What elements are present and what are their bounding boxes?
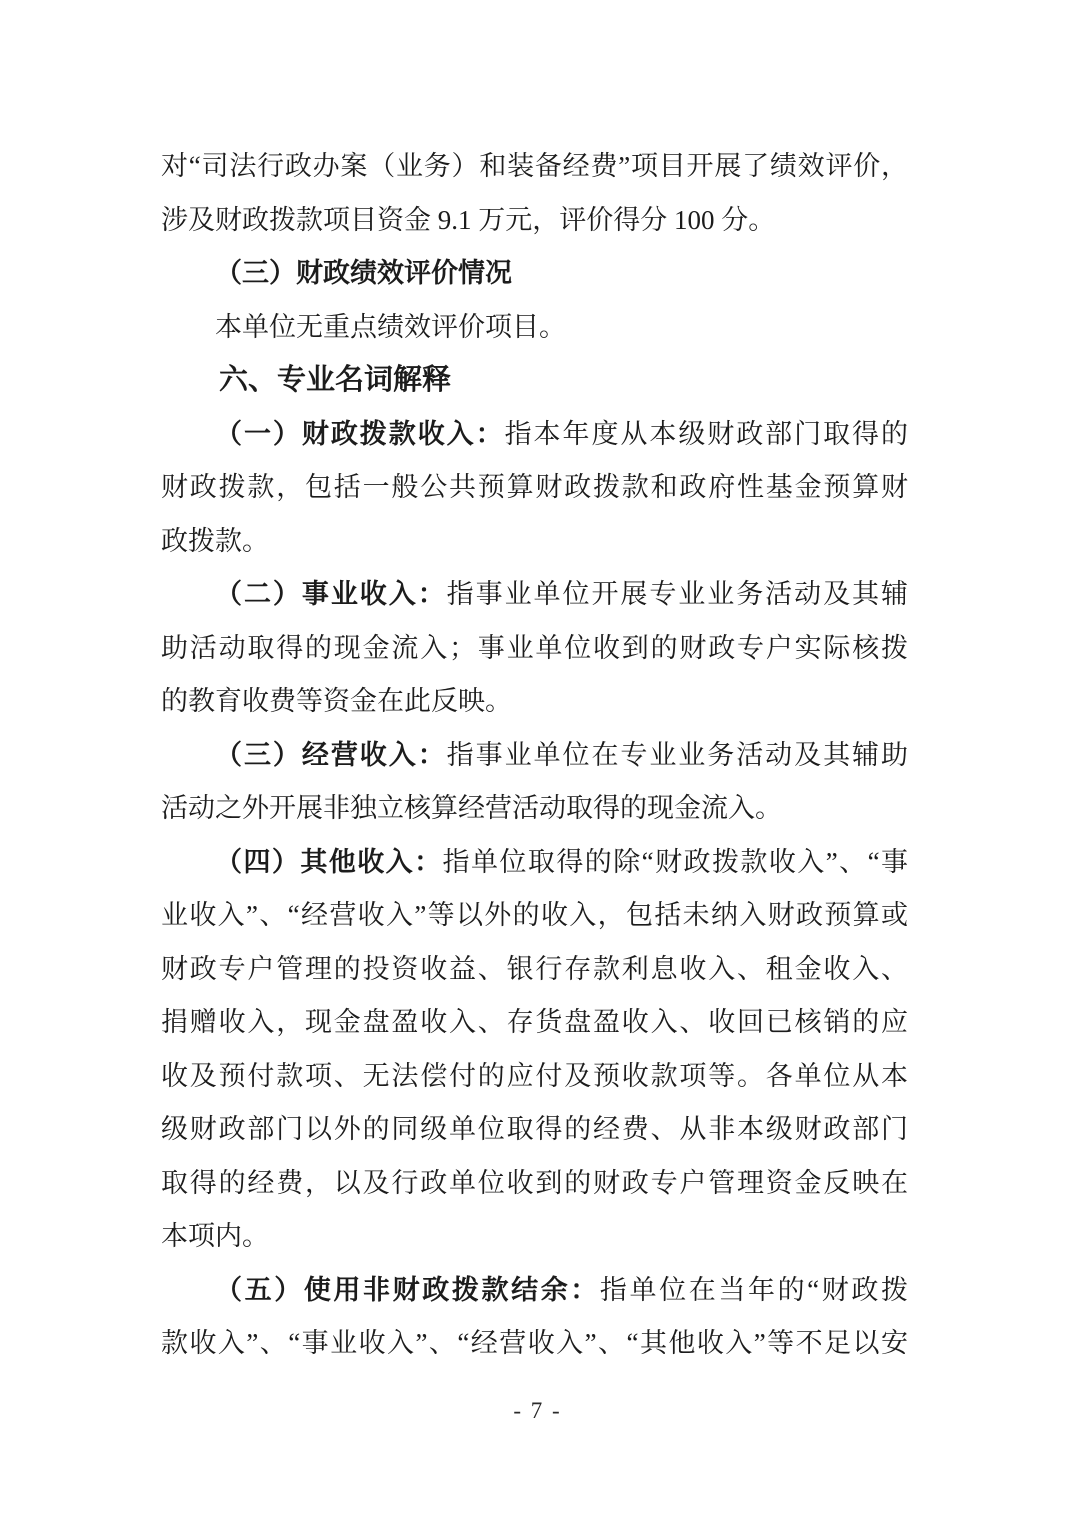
body-text: 款收入”、“事业收入”、“经营收入”、“其他收入”等不足以安 xyxy=(161,1328,908,1358)
body-text: 级财政部门以外的同级单位取得的经费、从非本级财政部门 xyxy=(161,1114,908,1144)
term-heading-text: （四）其他收入： xyxy=(215,846,443,877)
document-line xyxy=(161,1050,908,1104)
body-text: 本单位无重点绩效评价项目。 xyxy=(215,311,566,342)
document-line xyxy=(161,301,908,355)
body-text: 涉及财政拨款项目资金 9.1 万元，评价得分 100 分。 xyxy=(161,204,776,235)
document-line xyxy=(161,1210,908,1264)
document-line xyxy=(161,1317,908,1371)
document-line xyxy=(161,1103,908,1157)
document-line xyxy=(161,782,908,836)
document-line xyxy=(161,140,908,194)
term-heading-text: （一）财政拨款收入： xyxy=(215,418,505,449)
body-text: 本项内。 xyxy=(161,1221,269,1251)
document-line xyxy=(161,408,908,462)
body-text: 取得的经费，以及行政单位收到的财政专户管理资金反映在 xyxy=(161,1167,908,1198)
document-line xyxy=(161,247,908,301)
document-line xyxy=(161,622,908,676)
body-text: 指本年度从本级财政部门取得的 xyxy=(504,418,908,449)
body-text: 政拨款。 xyxy=(161,525,269,556)
page-number: - 7 - xyxy=(513,1398,562,1423)
body-text: 活动之外开展非独立核算经营活动取得的现金流入。 xyxy=(161,793,782,823)
body-text: 指事业单位开展专业业务活动及其辅 xyxy=(446,579,908,609)
document-line xyxy=(161,515,908,569)
term-heading-text: （二）事业收入： xyxy=(215,579,447,609)
document-line xyxy=(161,836,908,890)
body-text: 对“司法行政办案（业务）和装备经费”项目开展了绩效评价， xyxy=(161,151,908,181)
body-text: 指事业单位在专业业务活动及其辅助 xyxy=(446,739,908,770)
document-line xyxy=(161,461,908,515)
document-line xyxy=(161,354,908,408)
body-text: 收及预付款项、无法偿付的应付及预收款项等。各单位从本 xyxy=(161,1060,908,1091)
body-text: 指单位取得的除“财政拨款收入”、“事 xyxy=(442,846,908,877)
document-line xyxy=(161,996,908,1050)
term-heading-text: （三）财政绩效评价情况 xyxy=(215,258,512,288)
document-line xyxy=(161,568,908,622)
document-line xyxy=(161,889,908,943)
body-text: 业收入”、“经营收入”等以外的收入，包括未纳入财政预算或 xyxy=(161,900,908,930)
body-text: 指单位在当年的“财政拨 xyxy=(599,1274,908,1305)
body-text: 助活动取得的现金流入；事业单位收到的财政专户实际核拨 xyxy=(161,632,908,663)
document-line xyxy=(161,943,908,997)
term-heading-text: （五）使用非财政拨款结余： xyxy=(215,1274,600,1305)
document-line xyxy=(161,729,908,783)
body-text: 财政拨款，包括一般公共预算财政拨款和政府性基金预算财 xyxy=(161,472,908,502)
body-text: 的教育收费等资金在此反映。 xyxy=(161,686,512,716)
document-line xyxy=(161,194,908,248)
term-heading-text: 六、专业名词解释 xyxy=(219,364,452,396)
term-heading-text: （三）经营收入： xyxy=(215,739,447,770)
document-line xyxy=(161,1157,908,1211)
body-text: 捐赠收入，现金盘盈收入、存货盘盈收入、收回已核销的应 xyxy=(161,1007,908,1037)
body-text: 财政专户管理的投资收益、银行存款利息收入、租金收入、 xyxy=(161,953,908,984)
document-text-block xyxy=(161,140,908,1371)
document-line xyxy=(161,675,908,729)
document-line xyxy=(161,1264,908,1318)
